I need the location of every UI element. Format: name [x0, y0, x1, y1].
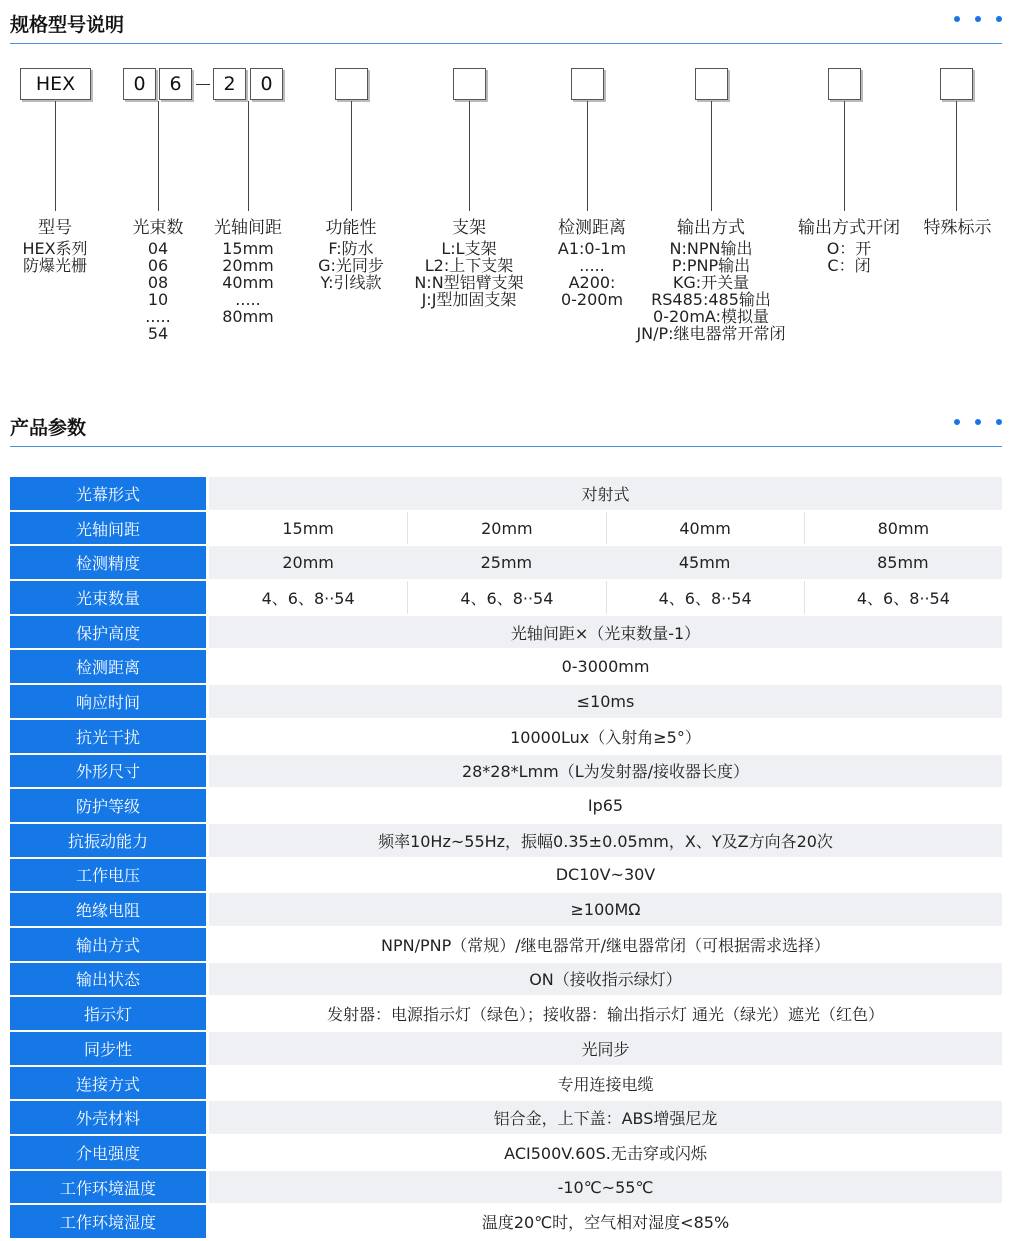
row-value: 45mm — [606, 546, 804, 579]
model-box-empty — [828, 68, 861, 100]
dots-decoration — [954, 16, 1002, 22]
desc-column-model — [15, 216, 95, 274]
row-label: 检测距离 — [10, 650, 209, 683]
model-box-empty — [571, 68, 604, 100]
desc-line: 06 — [147, 256, 169, 275]
section-header-spec-model — [10, 10, 1002, 46]
row-value: NPN/PNP（常规）/继电器常开/继电器常闭（可根据需求选择） — [209, 928, 1002, 961]
table-row — [10, 1032, 1002, 1065]
desc-line: 0-20mA:模拟量 — [653, 307, 769, 326]
desc-column-head: 输出方式 — [677, 218, 745, 238]
desc-line: L:L支架 — [441, 239, 497, 258]
desc-line: J:J型加固支架 — [421, 290, 517, 309]
row-label: 工作电压 — [10, 859, 209, 892]
row-label: 光轴间距 — [10, 512, 209, 545]
model-box-empty — [695, 68, 728, 100]
row-value: ≤10ms — [209, 685, 1002, 718]
desc-column-head: 检测距离 — [558, 218, 626, 238]
section-divider — [10, 43, 1002, 44]
desc-line: N:NPN输出 — [669, 239, 753, 258]
model-box-empty — [335, 68, 368, 100]
section-header-params — [10, 413, 1002, 449]
row-value: 对射式 — [209, 477, 1002, 510]
row-value: Ip65 — [209, 789, 1002, 822]
row-value: 15mm — [209, 512, 407, 545]
row-label: 介电强度 — [10, 1136, 209, 1169]
desc-column-axis-spacing — [203, 216, 293, 325]
row-value: -10℃~55℃ — [209, 1171, 1002, 1204]
section-title: 规格型号说明 — [10, 14, 125, 36]
row-label: 外壳材料 — [10, 1101, 209, 1134]
table-row — [10, 581, 1002, 614]
row-value: 发射器：电源指示灯（绿色）；接收器：输出指示灯 通光（绿光）遮光（红色） — [209, 997, 1002, 1030]
model-box-digit: 0 — [123, 68, 156, 100]
row-label: 工作环境湿度 — [10, 1205, 209, 1238]
table-row — [10, 893, 1002, 926]
desc-line: ..... — [145, 307, 171, 326]
row-value: 20mm — [407, 512, 605, 545]
model-box-digit: 6 — [159, 68, 192, 100]
desc-line: 20mm — [222, 256, 274, 275]
connector-line — [55, 101, 56, 211]
row-label: 光幕形式 — [10, 477, 209, 510]
table-row — [10, 963, 1002, 996]
desc-line: G:光同步 — [318, 256, 384, 275]
dot-icon — [996, 419, 1002, 425]
table-row — [10, 1136, 1002, 1169]
desc-line: A1:0-1m — [557, 239, 627, 258]
connector-line — [158, 101, 159, 211]
section-title: 产品参数 — [10, 417, 87, 439]
desc-line: ..... — [235, 290, 261, 309]
desc-column-head: 特殊标示 — [923, 218, 992, 238]
desc-column-output-switch — [794, 216, 904, 274]
connector-line — [248, 101, 249, 211]
desc-column-output — [626, 216, 796, 342]
row-value: 28*28*Lmm（L为发射器/接收器长度） — [209, 755, 1002, 788]
desc-line: L2:上下支架 — [424, 256, 514, 275]
row-value: 4、6、8··54 — [606, 581, 804, 614]
spec-table — [10, 475, 1002, 1240]
desc-column-head: 型号 — [38, 218, 72, 238]
row-value: 温度20℃时，空气相对湿度<85% — [209, 1205, 1002, 1238]
row-label: 输出状态 — [10, 963, 209, 996]
table-row — [10, 512, 1002, 545]
row-label: 光束数量 — [10, 581, 209, 614]
dot-icon — [975, 419, 981, 425]
table-row — [10, 720, 1002, 753]
row-value: 10000Lux（入射角≥5°） — [209, 720, 1002, 753]
table-row — [10, 1067, 1002, 1100]
row-value: 4、6、8··54 — [407, 581, 605, 614]
table-row — [10, 650, 1002, 683]
row-value: DC10V~30V — [209, 859, 1002, 892]
connector-line — [587, 101, 588, 211]
row-value: 光同步 — [209, 1032, 1002, 1065]
desc-line: F:防水 — [328, 239, 374, 258]
connector-line — [351, 101, 352, 211]
row-value: 专用连接电缆 — [209, 1067, 1002, 1100]
model-box-digit: 0 — [250, 68, 283, 100]
dots-decoration — [954, 419, 1002, 425]
row-label: 输出方式 — [10, 928, 209, 961]
row-value: 光轴间距×（光束数量-1） — [209, 616, 1002, 649]
table-row — [10, 789, 1002, 822]
desc-column-head: 功能性 — [325, 218, 377, 238]
desc-line: JN/P:继电器常开常闭 — [636, 324, 786, 343]
desc-line: 10 — [147, 290, 169, 309]
row-value: 85mm — [804, 546, 1002, 579]
row-label: 响应时间 — [10, 685, 209, 718]
model-box-empty — [940, 68, 973, 100]
desc-line: Y:引线款 — [320, 273, 382, 292]
row-value: 25mm — [407, 546, 605, 579]
row-label: 抗振动能力 — [10, 824, 209, 857]
dot-icon — [954, 16, 960, 22]
desc-line: 40mm — [222, 273, 274, 292]
row-value: 频率10Hz~55Hz，振幅0.35±0.05mm，X、Y及Z方向各20次 — [209, 824, 1002, 857]
dot-icon — [975, 16, 981, 22]
model-box-digit: 2 — [213, 68, 246, 100]
row-value: 20mm — [209, 546, 407, 579]
row-label: 外形尺寸 — [10, 755, 209, 788]
row-value: 80mm — [804, 512, 1002, 545]
desc-column-function — [301, 216, 401, 291]
desc-column-head: 光束数 — [132, 218, 184, 238]
row-label: 防护等级 — [10, 789, 209, 822]
row-label: 连接方式 — [10, 1067, 209, 1100]
connector-line — [711, 101, 712, 211]
connector-line — [844, 101, 845, 211]
dot-icon — [954, 419, 960, 425]
desc-column-head: 支架 — [452, 218, 486, 238]
model-box-empty — [453, 68, 486, 100]
row-value: ACI500V.60S.无击穿或闪烁 — [209, 1136, 1002, 1169]
desc-line: RS485:485输出 — [651, 290, 771, 309]
desc-line: A200: — [568, 273, 616, 292]
desc-column-special — [915, 216, 1000, 240]
row-label: 同步性 — [10, 1032, 209, 1065]
table-row — [10, 546, 1002, 579]
section-divider — [10, 446, 1002, 447]
table-row — [10, 1171, 1002, 1204]
desc-line: 08 — [147, 273, 169, 292]
desc-line: 04 — [147, 239, 169, 258]
table-row — [10, 685, 1002, 718]
row-value: 4、6、8··54 — [804, 581, 1002, 614]
table-row — [10, 477, 1002, 510]
row-value: 40mm — [606, 512, 804, 545]
dot-icon — [996, 16, 1002, 22]
desc-line: KG:开关量 — [672, 273, 750, 292]
row-value: 4、6、8··54 — [209, 581, 407, 614]
row-label: 保护高度 — [10, 616, 209, 649]
row-label: 绝缘电阻 — [10, 893, 209, 926]
table-row — [10, 755, 1002, 788]
desc-column-head: 输出方式开闭 — [798, 218, 900, 238]
desc-line: 防爆光栅 — [22, 256, 87, 275]
desc-line: 54 — [147, 324, 169, 343]
desc-line: HEX系列 — [22, 239, 88, 258]
table-row — [10, 1101, 1002, 1134]
row-label: 指示灯 — [10, 997, 209, 1030]
table-row — [10, 928, 1002, 961]
desc-line: ..... — [579, 256, 605, 275]
row-value: ≥100MΩ — [209, 893, 1002, 926]
model-dash — [196, 84, 210, 85]
table-row — [10, 824, 1002, 857]
row-value: 0-3000mm — [209, 650, 1002, 683]
model-box-hex: HEX — [20, 68, 91, 100]
desc-line: 80mm — [222, 307, 274, 326]
table-row — [10, 997, 1002, 1030]
row-label: 抗光干扰 — [10, 720, 209, 753]
table-row — [10, 859, 1002, 892]
desc-line: 15mm — [222, 239, 274, 258]
desc-column-beam-count — [123, 216, 193, 342]
desc-line: 0-200m — [560, 290, 624, 309]
desc-column-bracket — [404, 216, 534, 308]
desc-line: P:PNP输出 — [671, 256, 751, 275]
desc-line: N:N型铝臂支架 — [414, 273, 524, 292]
row-label: 工作环境温度 — [10, 1171, 209, 1204]
row-label: 检测精度 — [10, 546, 209, 579]
connector-line — [469, 101, 470, 211]
table-row — [10, 1205, 1002, 1238]
desc-column-head: 光轴间距 — [214, 218, 282, 238]
row-value: ON（接收指示绿灯） — [209, 963, 1002, 996]
desc-line: C：闭 — [827, 256, 871, 275]
desc-line: O：开 — [826, 239, 872, 258]
table-row — [10, 616, 1002, 649]
row-value: 铝合金，上下盖：ABS增强尼龙 — [209, 1101, 1002, 1134]
connector-line — [956, 101, 957, 211]
